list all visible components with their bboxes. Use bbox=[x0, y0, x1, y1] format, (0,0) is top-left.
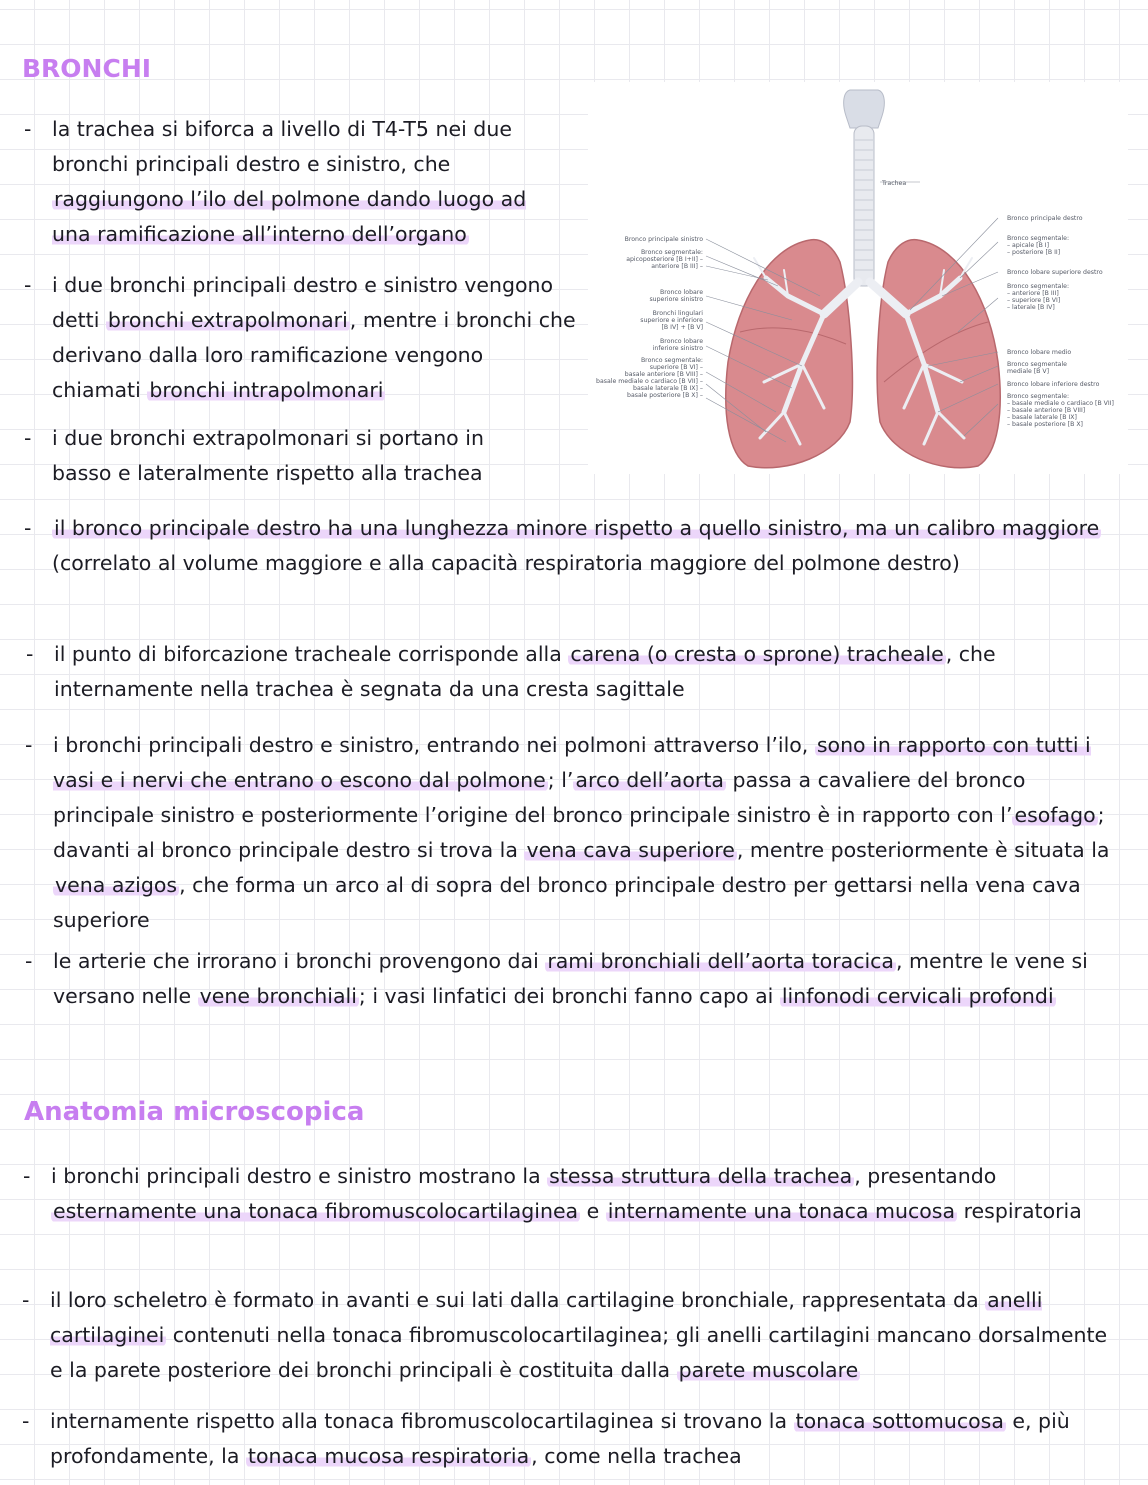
text-segment: ; davanti al bronco principale destro si trova la bbox=[53, 803, 1105, 862]
bullet-item bbox=[26, 637, 1114, 707]
right-label: – laterale [B IV] bbox=[1007, 304, 1055, 311]
text-segment: i bronchi principali destro e sinistro mostrano la bbox=[51, 1164, 548, 1188]
right-label: – basale laterale [B IX] bbox=[1007, 414, 1077, 421]
bullet-item bbox=[23, 1159, 1117, 1229]
right-lung-shape bbox=[726, 240, 853, 468]
text-segment: (correlato al volume maggiore e alla capacità respiratoria maggiore del polmone destro) bbox=[52, 551, 960, 575]
bullet-item bbox=[24, 511, 1112, 581]
bullet-dash: - bbox=[23, 1164, 31, 1188]
highlighted-text: raggiungono l’ilo del polmone dando luogo ad una ramificazione all’interno dell’organo bbox=[52, 187, 527, 246]
bullet-dash: - bbox=[24, 516, 32, 540]
bullet-dash: - bbox=[25, 733, 33, 757]
right-label: Bronco segmentale bbox=[1007, 361, 1067, 368]
bullet-dash: - bbox=[22, 1409, 30, 1433]
bullet-dash: - bbox=[26, 642, 34, 666]
text-segment: internamente rispetto alla tonaca fibromuscolocartilaginea si trovano la bbox=[50, 1409, 794, 1433]
highlighted-text: esofago bbox=[1014, 803, 1096, 827]
text-segment: , mentre i bronchi che derivano dalla loro ramificazione vengono chiamati bbox=[52, 308, 576, 402]
highlighted-text: il bronco principale destro ha una lunghezza minore rispetto a quello sinistro, ma un calibro maggiore bbox=[54, 516, 1100, 540]
text-segment: , mentre posteriormente è situata la bbox=[736, 838, 1110, 862]
text-segment: le arterie che irrorano i bronchi provengono dai bbox=[53, 949, 546, 973]
right-label: Bronco principale destro bbox=[1007, 215, 1083, 222]
left-lung-shape bbox=[877, 240, 1000, 468]
right-label: – apicale [B I] bbox=[1007, 242, 1050, 249]
highlighted-text: anelli cartilaginei bbox=[50, 1288, 1043, 1347]
bullet-item bbox=[25, 944, 1117, 1014]
highlighted-text: linfonodi cervicali profondi bbox=[781, 984, 1054, 1008]
left-label: Bronco principale sinistro bbox=[624, 236, 703, 243]
text-segment: il loro scheletro è formato in avanti e sui lati dalla cartilagine bronchiale, rappresentata da bbox=[50, 1288, 986, 1312]
left-label: superiore sinistro bbox=[649, 296, 703, 303]
larynx-shape bbox=[844, 90, 885, 128]
text-segment: respiratoria bbox=[957, 1199, 1082, 1223]
highlighted-text: bronchi extrapolmonari bbox=[107, 308, 348, 332]
text-segment: , che internamente nella trachea è segnata da una cresta sagittale bbox=[54, 642, 996, 701]
right-label: Bronco lobare inferiore destro bbox=[1007, 381, 1100, 388]
left-label: [B IV] + [B V] bbox=[661, 324, 703, 331]
right-label: – basale posteriore [B X] bbox=[1007, 421, 1083, 428]
section-title-anatomia-microscopica: Anatomia microscopica bbox=[24, 1097, 365, 1127]
right-label: – anteriore [B III] bbox=[1007, 290, 1059, 297]
highlighted-text: sono in rapporto con tutti i vasi e i nervi che entrano o escono dal polmone bbox=[53, 733, 1091, 792]
lungs-illustration bbox=[588, 82, 1128, 474]
bullet-dash: - bbox=[24, 273, 32, 297]
highlighted-text: bronchi intrapolmonari bbox=[149, 378, 384, 402]
left-label: basale anteriore [B VIII] – bbox=[624, 371, 703, 378]
right-label: Bronco segmentale: bbox=[1007, 393, 1070, 400]
text-segment: i due bronchi principali destro e sinistro vengono detti bbox=[52, 273, 554, 332]
left-label: basale posteriore [B X] – bbox=[627, 392, 703, 399]
text-segment: ; i vasi linfatici dei bronchi fanno capo ai bbox=[358, 984, 780, 1008]
left-labels bbox=[596, 236, 703, 399]
right-label: – basale mediale o cardiaco [B VII] bbox=[1007, 400, 1114, 407]
left-label: basale laterale [B IX] – bbox=[633, 385, 703, 392]
text-segment: i bronchi principali destro e sinistro, entrando nei polmoni attraverso l’ilo, bbox=[53, 733, 815, 757]
lungs-figure bbox=[588, 82, 1128, 474]
right-label: mediale [B V] bbox=[1007, 368, 1050, 375]
bullet-item bbox=[22, 1283, 1116, 1388]
right-label: – superiore [B VI] bbox=[1007, 297, 1061, 304]
highlighted-text: vene bronchiali bbox=[199, 984, 357, 1008]
right-label: – basale anteriore [B VIII] bbox=[1007, 407, 1086, 414]
highlighted-text: vena cava superiore bbox=[526, 838, 735, 862]
bullet-dash: - bbox=[24, 426, 32, 450]
right-label: – posteriore [B II] bbox=[1007, 249, 1061, 256]
text-segment: contenuti nella tonaca fibromuscolocartilaginea; gli anelli cartilagini mancano dorsalmente e la parete posteriore dei bronchi principali è costituita dalla bbox=[50, 1323, 1108, 1382]
left-label: Bronco segmentale: bbox=[640, 249, 703, 256]
right-labels bbox=[1007, 215, 1114, 428]
right-label: Bronco lobare medio bbox=[1007, 349, 1072, 356]
text-segment: i due bronchi extrapolmonari si portano in basso e lateralmente rispetto alla trachea bbox=[52, 426, 484, 485]
left-label: Bronco lobare bbox=[660, 338, 703, 345]
left-label: apicoposteriore [B I+II] – bbox=[626, 256, 703, 263]
bullet-dash: - bbox=[25, 949, 33, 973]
right-label: Bronco segmentale: bbox=[1007, 235, 1070, 242]
bullet-item bbox=[24, 112, 568, 252]
highlighted-text: vena azigos bbox=[55, 873, 178, 897]
highlighted-text: tonaca sottomucosa bbox=[795, 1409, 1004, 1433]
text-segment: la trachea si biforca a livello di T4-T5 nei due bronchi principali destro e sinistro, che bbox=[52, 117, 512, 176]
highlighted-text: esternamente una tonaca fibromuscolocartilaginea bbox=[53, 1199, 579, 1223]
bullet-item bbox=[24, 268, 576, 408]
text-segment: ; l’ bbox=[547, 768, 574, 792]
highlighted-text: stessa struttura della trachea bbox=[549, 1164, 853, 1188]
text-segment: , mentre le vene si versano nelle bbox=[53, 949, 1088, 1008]
text-segment: il punto di biforcazione tracheale corrisponde alla bbox=[54, 642, 569, 666]
bullet-dash: - bbox=[22, 1288, 30, 1312]
left-label: inferiore sinistro bbox=[652, 345, 703, 352]
left-label: anteriore [B III] – bbox=[651, 263, 703, 270]
left-label: Bronco segmentale: bbox=[640, 357, 703, 364]
text-segment: passa a cavaliere del bronco principale sinistro e posteriormente l’origine del bronco principale sinistro è in rapporto con l’ bbox=[53, 768, 1026, 827]
left-label: superiore [B VI] – bbox=[649, 364, 703, 371]
left-label: basale mediale o cardiaco [B VII] – bbox=[596, 378, 703, 385]
section-title-bronchi: BRONCHI bbox=[22, 54, 152, 83]
highlighted-text: carena (o cresta o sprone) tracheale bbox=[570, 642, 944, 666]
highlighted-text: parete muscolare bbox=[678, 1358, 859, 1382]
right-label: Bronco segmentale: bbox=[1007, 283, 1070, 290]
left-label: superiore e inferiore bbox=[640, 317, 703, 324]
left-label: Bronco lobare bbox=[660, 289, 703, 296]
bullet-item bbox=[24, 421, 542, 491]
text-segment: , presentando bbox=[854, 1164, 997, 1188]
left-label: Bronchi lingulari bbox=[652, 310, 703, 317]
bullet-dash: - bbox=[24, 117, 32, 141]
highlighted-text: internamente una tonaca mucosa bbox=[607, 1199, 956, 1223]
text-segment: , che forma un arco al di sopra del bronco principale destro per gettarsi nella vena cava superiore bbox=[53, 873, 1081, 932]
text-segment: e bbox=[580, 1199, 606, 1223]
highlighted-text: arco dell’aorta bbox=[575, 768, 724, 792]
text-segment: e, più profondamente, la bbox=[50, 1409, 1070, 1468]
bullet-item bbox=[25, 728, 1117, 938]
right-label: Bronco lobare superiore destro bbox=[1007, 269, 1103, 276]
text-segment: , come nella trachea bbox=[531, 1444, 742, 1468]
highlighted-text: rami bronchiali dell’aorta toracica bbox=[547, 949, 894, 973]
bullet-item bbox=[22, 1404, 1116, 1474]
label-trachea: Trachea bbox=[882, 180, 907, 187]
highlighted-text: tonaca mucosa respiratoria bbox=[247, 1444, 530, 1468]
